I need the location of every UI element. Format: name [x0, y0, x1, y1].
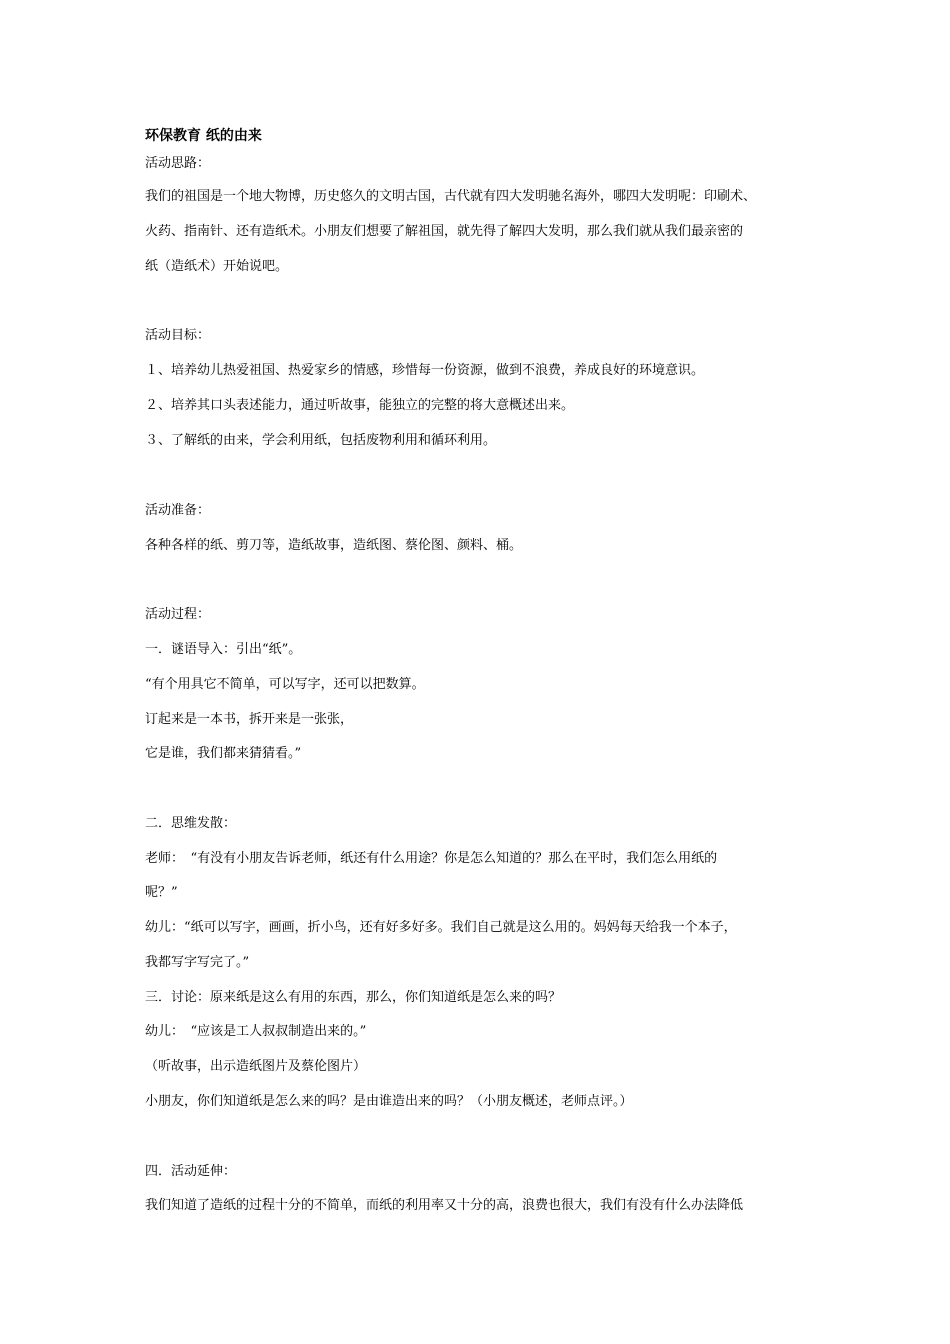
- stage-direction: （听故事，出示造纸图片及蔡伦图片）: [145, 1059, 367, 1074]
- dialogue-line: 我都写字写完了。”: [145, 955, 250, 970]
- section-heading-goals: 活动目标：: [145, 328, 211, 343]
- process-step-heading: 二．思维发散：: [145, 816, 237, 831]
- dialogue-line: 老师： “有没有小朋友告诉老师，纸还有什么用途？你是怎么知道的？那么在平时，我们怎么用纸的: [145, 851, 718, 866]
- section-heading-preparation: 活动准备：: [145, 503, 211, 518]
- goal-item: ２、培养其口头表述能力，通过听故事，能独立的完整的将大意概述出来。: [145, 398, 575, 413]
- paragraph-line: 火药、指南针、还有造纸术。小朋友们想要了解祖国，就先得了解四大发明，那么我们就从我们最亲密的: [145, 224, 744, 239]
- riddle-line: “有个用具它不简单，可以写字，还可以把数算。: [145, 677, 425, 692]
- process-step-heading: 一．谜语导入：引出“纸”。: [145, 642, 302, 657]
- riddle-line: 订起来是一本书，拆开来是一张张，: [145, 712, 354, 727]
- dialogue-line: 幼儿： “应该是工人叔叔制造出来的。”: [145, 1024, 367, 1039]
- document-title: 环保教育 纸的由来: [145, 128, 262, 144]
- paragraph-line: 我们知道了造纸的过程十分的不简单，而纸的利用率又十分的高，浪费也很大，我们有没有什么办法降低: [145, 1198, 744, 1213]
- riddle-line: 它是谁，我们都来猜猜看。”: [145, 746, 302, 761]
- paragraph-line: 纸（造纸术）开始说吧。: [145, 259, 289, 274]
- section-heading-idea: 活动思路：: [145, 156, 211, 171]
- goal-item: １、培养幼儿热爱祖国、热爱家乡的情感，珍惜每一份资源，做到不浪费，养成良好的环境意识。: [145, 363, 705, 378]
- section-heading-process: 活动过程：: [145, 607, 211, 622]
- process-step-heading: 三．讨论：原来纸是这么有用的东西，那么，你们知道纸是怎么来的吗？: [145, 990, 562, 1005]
- paragraph-line: 我们的祖国是一个地大物博，历史悠久的文明古国，古代就有四大发明驰名海外，哪四大发明呢：印刷术、: [145, 189, 757, 204]
- dialogue-line: 幼儿：“纸可以写字，画画，折小鸟，还有好多好多。我们自己就是这么用的。妈妈每天给我一个本子，: [145, 920, 737, 935]
- dialogue-line: 呢？”: [145, 885, 178, 900]
- process-step-heading: 四．活动延伸：: [145, 1164, 237, 1179]
- goal-item: ３、了解纸的由来，学会利用纸，包括废物利用和循环利用。: [145, 433, 497, 448]
- paragraph-line: 小朋友，你们知道纸是怎么来的吗？是由谁造出来的吗？（小朋友概述，老师点评。）: [145, 1094, 633, 1109]
- paragraph-line: 各种各样的纸、剪刀等，造纸故事，造纸图、蔡伦图、颜料、桶。: [145, 538, 523, 553]
